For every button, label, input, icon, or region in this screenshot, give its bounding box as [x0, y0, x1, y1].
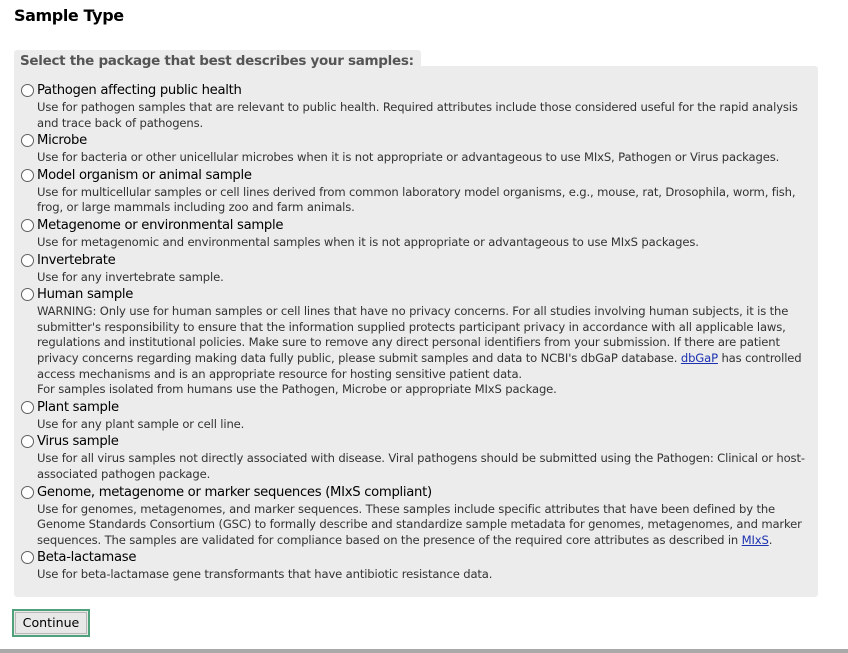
description-line: Use for bacteria or other unicellular microbes when it is not appropriate or advantageous to use MIxS, Pathogen or Virus packages.: [37, 150, 780, 165]
option-label: Invertebrate: [37, 252, 116, 268]
description-line: frog, or large mammals including zoo and farm animals.: [37, 200, 355, 215]
option-description: [37, 270, 810, 287]
description-line: access mechanisms and is an appropriate resource for hosting sensitive patient data.: [37, 366, 522, 381]
option-description: [37, 417, 810, 434]
description-line: Use for genomes, metagenomes, and marker sequences. These samples include specific attributes that have been defined by the: [37, 501, 776, 516]
option-label: Genome, metagenome or marker sequences (MIxS compliant): [37, 484, 432, 500]
option-virus-row[interactable]: [20, 433, 810, 451]
continue-button[interactable]: [12, 609, 90, 637]
virus-radio[interactable]: [21, 435, 34, 448]
microbe-radio[interactable]: [21, 134, 34, 147]
option-label: Metagenome or environmental sample: [37, 217, 284, 233]
option-label: Beta-lactamase: [37, 550, 137, 566]
description-line: Use for any invertebrate sample.: [37, 269, 224, 284]
bottom-divider: [0, 649, 848, 653]
option-beta-lactamase-row[interactable]: [20, 549, 810, 567]
description-line: Use for all virus samples not directly associated with disease. Viral pathogens should be submitted using the Pathogen: Clinical or host-: [37, 451, 805, 466]
option-label: Virus sample: [37, 434, 119, 450]
option-microbe-row[interactable]: [20, 132, 810, 150]
metagenome-radio[interactable]: [21, 219, 34, 232]
description-text: sequences. The samples are validated for compliance based on the presence of the required core attributes as described in: [37, 532, 739, 547]
option-description: [37, 150, 810, 167]
description-line: For samples isolated from humans use the Pathogen, Microbe or appropriate MIxS package.: [37, 382, 557, 397]
beta-lactamase-radio[interactable]: [21, 551, 34, 564]
option-virus: [20, 433, 810, 483]
pathogen-radio[interactable]: [21, 84, 34, 97]
option-human-row[interactable]: [20, 286, 810, 304]
mixs-link[interactable]: MIxS: [741, 532, 769, 547]
description-line: and trace back of pathogens.: [37, 115, 204, 130]
description-text: .: [768, 532, 773, 547]
description-line: WARNING: Only use for human samples or cell lines that have no privacy concerns. For all studies involving human subjects, it is the: [37, 304, 789, 319]
option-model-organism-row[interactable]: [20, 167, 810, 185]
option-invertebrate: [20, 252, 810, 287]
page-title: Sample Type: [14, 6, 124, 25]
option-model-organism: [20, 167, 810, 217]
option-description: [37, 567, 810, 584]
package-options: [20, 82, 810, 584]
description-line: Use for beta-lactamase gene transformants that have antibiotic resistance data.: [37, 567, 493, 582]
description-line: Use for multicellular samples or cell lines derived from common laboratory model organisms, e.g., mouse, rat, Drosophila, worm, fish,: [37, 184, 796, 199]
description-line: Use for any plant sample or cell line.: [37, 416, 245, 431]
fieldset-legend: Select the package that best describes your samples:: [14, 50, 421, 72]
option-label: Microbe: [37, 133, 87, 149]
option-human: [20, 286, 810, 399]
option-label: Plant sample: [37, 399, 119, 415]
description-line: Genome Standards Consortium (GSC) to formally describe and standardize sample metadata for genomes, metagenomes, and marker: [37, 517, 802, 532]
option-label: Model organism or animal sample: [37, 167, 252, 183]
invertebrate-radio[interactable]: [21, 254, 34, 267]
description-line: Use for metagenomic and environmental samples when it is not appropriate or advantageous to use MIxS packages.: [37, 234, 699, 249]
plant-radio[interactable]: [21, 401, 34, 414]
option-beta-lactamase: [20, 549, 810, 584]
option-description: [37, 100, 810, 132]
description-line: regulations and institutional policies. Make sure to remove any direct personal identifiers from your submission. If there are patient: [37, 335, 780, 350]
option-microbe: [20, 132, 810, 167]
option-metagenome-row[interactable]: [20, 217, 810, 235]
option-metagenome: [20, 217, 810, 252]
description-text: has controlled: [721, 350, 802, 365]
model-organism-radio[interactable]: [21, 169, 34, 182]
description-line: submitter's responsibility to ensure that the information supplied protects participant privacy in accordance with all applicable laws,: [37, 319, 786, 334]
option-label: Human sample: [37, 287, 134, 303]
description-line: Use for pathogen samples that are relevant to public health. Required attributes include those considered useful for the rapid analysis: [37, 100, 798, 114]
description-line-with-link: [37, 533, 810, 549]
description-line-with-link: [37, 351, 810, 367]
option-plant-row[interactable]: [20, 399, 810, 417]
option-pathogen: [20, 82, 810, 132]
description-line: associated pathogen package.: [37, 466, 211, 481]
option-mixs-row[interactable]: [20, 484, 810, 502]
human-radio[interactable]: [21, 288, 34, 301]
option-pathogen-row[interactable]: [20, 82, 810, 100]
option-description: [37, 451, 810, 483]
option-mixs: [20, 484, 810, 550]
mixs-radio[interactable]: [21, 486, 34, 499]
dbgap-link[interactable]: dbGaP: [680, 350, 718, 365]
option-description: [37, 502, 810, 550]
option-invertebrate-row[interactable]: [20, 252, 810, 270]
continue-button-label: Continue: [15, 612, 87, 634]
option-description: [37, 304, 810, 399]
option-description: [37, 185, 810, 217]
description-text: privacy concerns regarding making data fully public, please submit samples and data to NCBI's dbGaP database.: [37, 350, 678, 365]
option-label: Pathogen affecting public health: [37, 83, 242, 98]
option-description: [37, 235, 810, 252]
option-plant: [20, 399, 810, 434]
